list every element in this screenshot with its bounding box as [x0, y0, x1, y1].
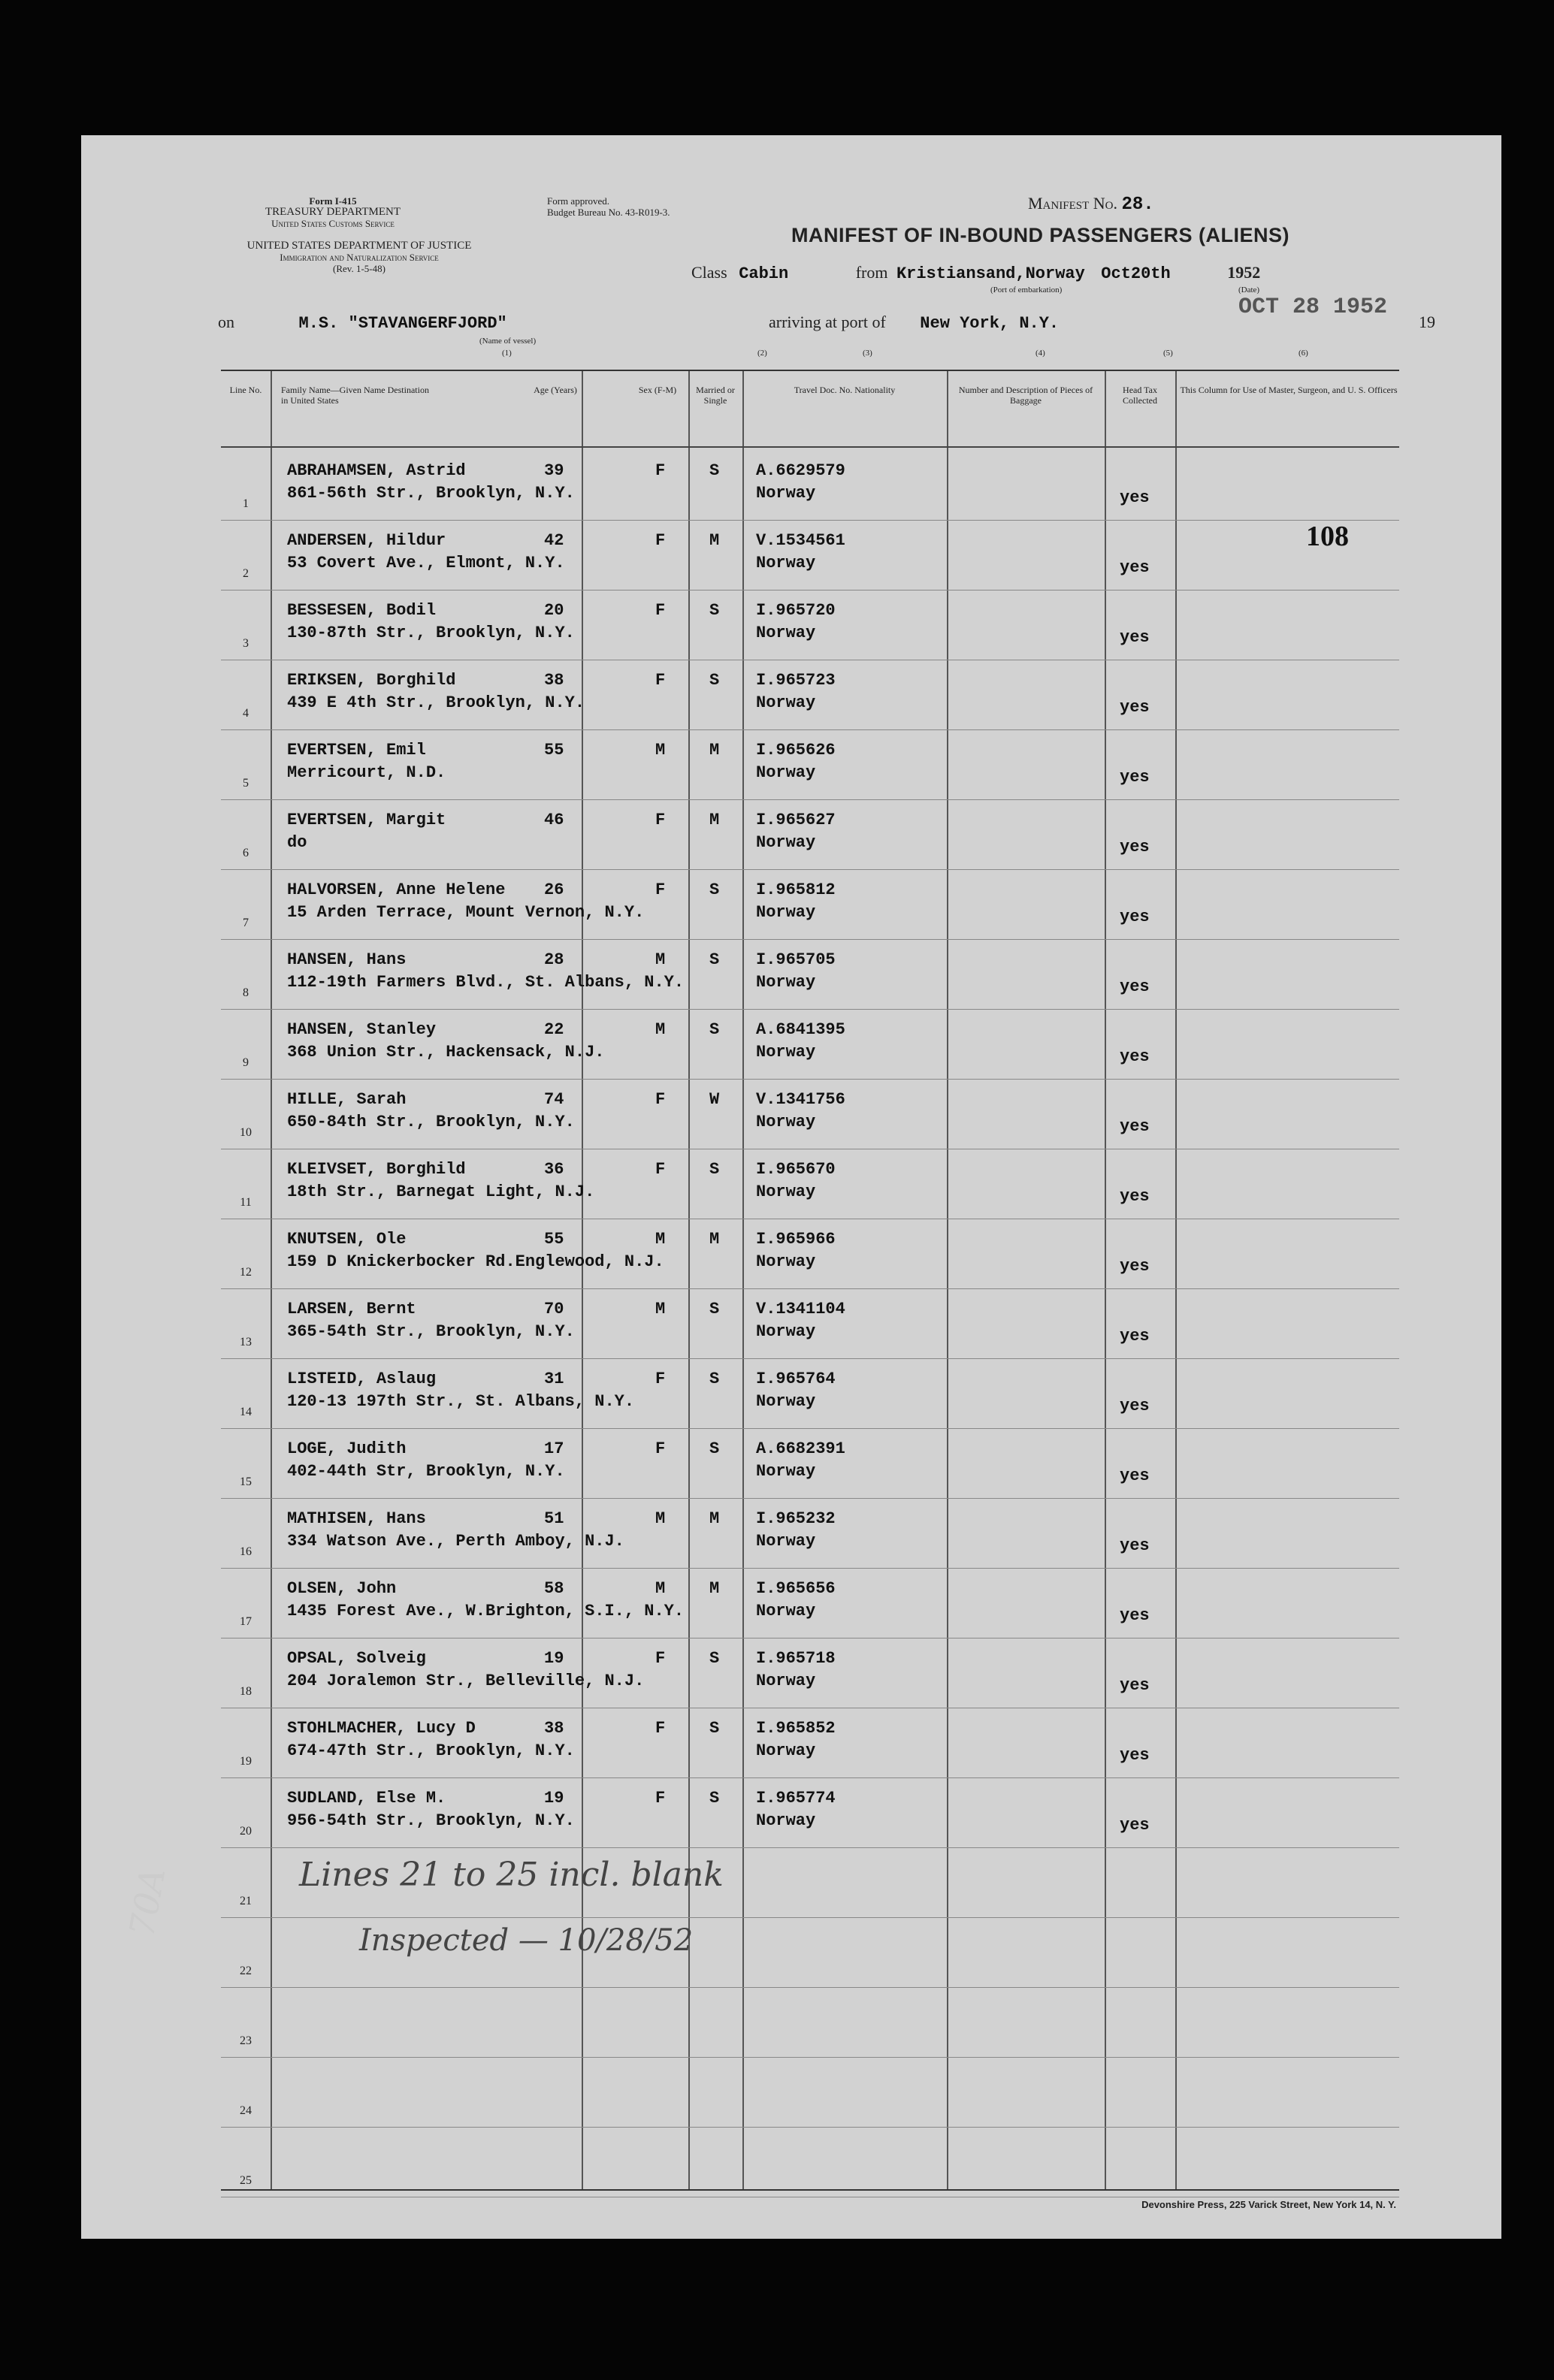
sex-value: F — [655, 461, 666, 480]
class-label: Class — [691, 263, 727, 282]
destination: 53 Covert Ave., Elmont, N.Y. — [287, 554, 565, 572]
travel-doc: I.965627 — [756, 811, 836, 829]
destination: 674-47th Str., Brooklyn, N.Y. — [287, 1741, 575, 1760]
age-value: 42 — [544, 531, 564, 550]
vessel-line — [218, 313, 1145, 333]
handwritten-note-1: Lines 21 to 25 incl. blank — [299, 1856, 724, 1894]
destination: 334 Watson Ave., Perth Amboy, N.J. — [287, 1532, 624, 1551]
destination: do — [287, 833, 307, 852]
head-tax: yes — [1120, 908, 1150, 926]
table-row — [221, 940, 1399, 1010]
marital-value: W — [709, 1090, 720, 1109]
treasury-dept: TREASURY DEPARTMENT — [265, 206, 401, 218]
destination: 112-19th Farmers Blvd., St. Albans, N.Y. — [287, 973, 685, 992]
travel-doc: I.965232 — [756, 1509, 836, 1528]
sex-value: M — [655, 1020, 666, 1039]
vessel-name: M.S. "STAVANGERFJORD" — [298, 314, 507, 333]
head-tax: yes — [1120, 1816, 1150, 1835]
table-row — [221, 730, 1399, 800]
travel-doc: I.965764 — [756, 1370, 836, 1388]
destination: 365-54th Str., Brooklyn, N.Y. — [287, 1322, 575, 1341]
age-value: 31 — [544, 1370, 564, 1388]
destination: 956-54th Str., Brooklyn, N.Y. — [287, 1811, 575, 1830]
marital-value: S — [709, 461, 720, 480]
manifest-number-line — [1028, 194, 1154, 215]
line-number: 12 — [240, 1266, 252, 1279]
col-baggage: Number and Description of Pieces of Baggage — [958, 385, 1093, 406]
col-travel: Travel Doc. No. Nationality — [794, 385, 896, 395]
nationality: Norway — [756, 693, 816, 712]
manifest-page — [81, 135, 1501, 2239]
table-row — [221, 2128, 1399, 2197]
destination: 15 Arden Terrace, Mount Vernon, N.Y. — [287, 903, 645, 922]
col-line: Line No. — [229, 385, 262, 395]
sex-value: F — [655, 880, 666, 899]
age-value: 55 — [544, 741, 564, 760]
destination: 159 D Knickerbocker Rd.Englewood, N.J. — [287, 1252, 664, 1271]
col-marker-2: (2) — [757, 349, 767, 358]
table-row — [221, 521, 1399, 590]
sex-value: M — [655, 1300, 666, 1318]
age-value: 70 — [544, 1300, 564, 1318]
line-number: 19 — [240, 1755, 252, 1768]
age-value: 17 — [544, 1439, 564, 1458]
age-value: 36 — [544, 1160, 564, 1179]
nationality: Norway — [756, 1182, 816, 1201]
line-number: 11 — [240, 1196, 252, 1209]
line-number: 4 — [243, 707, 249, 720]
head-tax: yes — [1120, 1606, 1150, 1625]
line-number: 9 — [243, 1056, 249, 1069]
vessel-label: (Name of vessel) — [479, 337, 537, 346]
passenger-name: MATHISEN, Hans — [287, 1509, 426, 1528]
marital-value: M — [709, 1579, 720, 1598]
table-row — [221, 1569, 1399, 1639]
age-value: 19 — [544, 1789, 564, 1808]
table-row — [221, 1778, 1399, 1848]
head-tax: yes — [1120, 1047, 1150, 1066]
nationality: Norway — [756, 833, 816, 852]
passenger-name: ABRAHAMSEN, Astrid — [287, 461, 466, 480]
travel-doc: I.965705 — [756, 950, 836, 969]
line-number: 25 — [240, 2174, 252, 2187]
sex-value: M — [655, 1509, 666, 1528]
sex-value: F — [655, 1160, 666, 1179]
marital-value: M — [709, 1230, 720, 1249]
passenger-name: KNUTSEN, Ole — [287, 1230, 407, 1249]
marital-value: M — [709, 811, 720, 829]
head-tax: yes — [1120, 1187, 1150, 1206]
sex-value: F — [655, 1370, 666, 1388]
destination: Merricourt, N.D. — [287, 763, 446, 782]
line-number: 22 — [240, 1965, 252, 1977]
line-number: 18 — [240, 1685, 252, 1698]
table-row — [221, 1359, 1399, 1429]
marital-value: M — [709, 531, 720, 550]
passenger-name: BESSESEN, Bodil — [287, 601, 437, 620]
table-row — [221, 590, 1399, 660]
nationality: Norway — [756, 1322, 816, 1341]
marital-value: S — [709, 1300, 720, 1318]
line-number: 23 — [240, 2034, 252, 2047]
line-number: 6 — [243, 847, 249, 859]
head-tax: yes — [1120, 1676, 1150, 1695]
head-tax: yes — [1120, 1327, 1150, 1346]
marital-value: S — [709, 1719, 720, 1738]
nationality: Norway — [756, 1113, 816, 1131]
passenger-name: KLEIVSET, Borghild — [287, 1160, 466, 1179]
passenger-name: LOGE, Judith — [287, 1439, 407, 1458]
arrival-port: New York, N.Y. — [920, 314, 1060, 333]
marital-value: S — [709, 950, 720, 969]
passenger-name: EVERTSEN, Emil — [287, 741, 426, 760]
head-tax: yes — [1120, 628, 1150, 647]
head-tax: yes — [1120, 977, 1150, 996]
age-value: 46 — [544, 811, 564, 829]
line-number: 13 — [240, 1336, 252, 1349]
table-row — [221, 2058, 1399, 2128]
col-marker-1: (1) — [502, 349, 512, 358]
customs-service: United States Customs Service — [271, 218, 395, 229]
age-value: 51 — [544, 1509, 564, 1528]
passenger-name: LISTEID, Aslaug — [287, 1370, 437, 1388]
age-value: 38 — [544, 1719, 564, 1738]
marital-value: S — [709, 1020, 720, 1039]
age-value: 20 — [544, 601, 564, 620]
head-tax: yes — [1120, 1257, 1150, 1276]
destination: 204 Joralemon Str., Belleville, N.J. — [287, 1672, 645, 1690]
travel-doc: I.965626 — [756, 741, 836, 760]
manifest-label: Manifest No. — [1028, 194, 1117, 213]
col-marker-3: (3) — [863, 349, 872, 358]
destination: 402-44th Str, Brooklyn, N.Y. — [287, 1462, 565, 1481]
passenger-name: LARSEN, Bernt — [287, 1300, 416, 1318]
age-value: 39 — [544, 461, 564, 480]
revision: (Rev. 1-5-48) — [333, 263, 385, 274]
table-row — [221, 660, 1399, 730]
line-number: 15 — [240, 1475, 252, 1488]
table-row — [221, 1639, 1399, 1708]
nationality: Norway — [756, 1672, 816, 1690]
line-number: 8 — [243, 986, 249, 999]
arrival-date-stamp: OCT 28 1952 — [1238, 294, 1388, 320]
sex-value: M — [655, 1579, 666, 1598]
printer-footer: Devonshire Press, 225 Varick Street, New York 14, N. Y. — [1141, 2199, 1396, 2210]
line-number: 20 — [240, 1825, 252, 1838]
passenger-name: OPSAL, Solveig — [287, 1649, 426, 1668]
nationality: Norway — [756, 624, 816, 642]
line-number: 3 — [243, 637, 249, 650]
marital-value: S — [709, 1160, 720, 1179]
marital-value: M — [709, 741, 720, 760]
travel-doc: I.965723 — [756, 671, 836, 690]
marital-value: S — [709, 1439, 720, 1458]
line-number: 16 — [240, 1545, 252, 1558]
year-suffix: 19 — [1419, 313, 1435, 331]
table-row — [221, 1010, 1399, 1080]
class-line — [691, 263, 1480, 283]
year-value: 1952 — [1227, 263, 1261, 282]
marital-value: S — [709, 1370, 720, 1388]
head-tax: yes — [1120, 558, 1150, 577]
col-married: Married or Single — [696, 385, 735, 406]
destination: 650-84th Str., Brooklyn, N.Y. — [287, 1113, 575, 1131]
ins-service: Immigration and Naturalization Service — [280, 252, 439, 263]
passenger-name: HALVORSEN, Anne Helene — [287, 880, 506, 899]
col-age: Age (Years) — [534, 385, 577, 395]
nationality: Norway — [756, 554, 816, 572]
travel-doc: I.965966 — [756, 1230, 836, 1249]
line-number: 24 — [240, 2104, 252, 2117]
sex-value: M — [655, 1230, 666, 1249]
marital-value: M — [709, 1509, 720, 1528]
passenger-name: SUDLAND, Else M. — [287, 1789, 446, 1808]
age-value: 19 — [544, 1649, 564, 1668]
sex-value: F — [655, 1649, 666, 1668]
travel-doc: V.1534561 — [756, 531, 845, 550]
col-name: Family Name—Given Name Destination in United States — [281, 385, 429, 406]
table-row — [221, 1499, 1399, 1569]
margin-note: 70A — [121, 1865, 174, 1940]
page-title: MANIFEST OF IN-BOUND PASSENGERS (ALIENS) — [791, 224, 1290, 246]
nationality: Norway — [756, 1043, 816, 1062]
col-marker-6: (6) — [1299, 349, 1308, 358]
head-tax: yes — [1120, 768, 1150, 787]
travel-doc: I.965656 — [756, 1579, 836, 1598]
age-value: 74 — [544, 1090, 564, 1109]
col-sex: Sex (F-M) — [638, 385, 677, 395]
table-row — [221, 1080, 1399, 1149]
table-row — [221, 1429, 1399, 1499]
travel-doc: I.965774 — [756, 1789, 836, 1808]
line-number: 10 — [240, 1126, 252, 1139]
nationality: Norway — [756, 1462, 816, 1481]
count-annotation: 108 — [1306, 521, 1349, 552]
passenger-name: ERIKSEN, Borghild — [287, 671, 456, 690]
sex-value: F — [655, 671, 666, 690]
table-row — [221, 1708, 1399, 1778]
form-approved — [547, 195, 670, 218]
passenger-name: HILLE, Sarah — [287, 1090, 407, 1109]
age-value: 55 — [544, 1230, 564, 1249]
head-tax: yes — [1120, 1536, 1150, 1555]
nationality: Norway — [756, 903, 816, 922]
passenger-name: EVERTSEN, Margit — [287, 811, 446, 829]
nationality: Norway — [756, 1392, 816, 1411]
head-tax: yes — [1120, 698, 1150, 717]
travel-doc: A.6841395 — [756, 1020, 845, 1039]
nationality: Norway — [756, 763, 816, 782]
line-number: 17 — [240, 1615, 252, 1628]
head-tax: yes — [1120, 1746, 1150, 1765]
head-tax: yes — [1120, 1397, 1150, 1415]
sex-value: F — [655, 1719, 666, 1738]
head-tax: yes — [1120, 488, 1150, 507]
line-number: 2 — [243, 567, 249, 580]
destination: 18th Str., Barnegat Light, N.J. — [287, 1182, 595, 1201]
from-value: Kristiansand,Norway — [896, 264, 1085, 283]
line-number: 7 — [243, 917, 249, 929]
manifest-number: 28. — [1121, 195, 1154, 215]
date-value: Oct20th — [1101, 264, 1171, 283]
line-number: 5 — [243, 777, 249, 790]
sex-value: M — [655, 950, 666, 969]
line-number: 1 — [243, 497, 249, 510]
travel-doc: V.1341104 — [756, 1300, 845, 1318]
form-header-left — [209, 195, 457, 229]
arriving-label: arriving at port of — [769, 313, 886, 331]
travel-doc: V.1341756 — [756, 1090, 845, 1109]
approved-text: Form approved. — [547, 195, 610, 207]
handwritten-note-2: Inspected — 10/28/52 — [359, 1923, 694, 1958]
table-row — [221, 800, 1399, 870]
sex-value: F — [655, 811, 666, 829]
col-marker-5: (5) — [1163, 349, 1173, 358]
age-value: 58 — [544, 1579, 564, 1598]
travel-doc: A.6682391 — [756, 1439, 845, 1458]
destination: 120-13 197th Str., St. Albans, N.Y. — [287, 1392, 635, 1411]
nationality: Norway — [756, 1811, 816, 1830]
line-number: 21 — [240, 1895, 252, 1907]
date-label: (Date) — [1238, 285, 1260, 294]
head-tax: yes — [1120, 838, 1150, 856]
travel-doc: I.965812 — [756, 880, 836, 899]
marital-value: S — [709, 1789, 720, 1808]
from-label: from — [855, 263, 888, 282]
sex-value: F — [655, 531, 666, 550]
age-value: 22 — [544, 1020, 564, 1039]
table-row — [221, 870, 1399, 940]
table-row — [221, 1988, 1399, 2058]
nationality: Norway — [756, 1532, 816, 1551]
destination: 1435 Forest Ave., W.Brighton, S.I., N.Y. — [287, 1602, 685, 1620]
destination: 861-56th Str., Brooklyn, N.Y. — [287, 484, 575, 503]
destination: 130-87th Str., Brooklyn, N.Y. — [287, 624, 575, 642]
travel-doc: I.965718 — [756, 1649, 836, 1668]
passenger-name: STOHLMACHER, Lucy D — [287, 1719, 476, 1738]
on-label: on — [218, 313, 234, 331]
form-number: Form I-415 — [309, 195, 357, 207]
head-tax: yes — [1120, 1466, 1150, 1485]
nationality: Norway — [756, 484, 816, 503]
marital-value: S — [709, 671, 720, 690]
sex-value: F — [655, 1090, 666, 1109]
line-number: 14 — [240, 1406, 252, 1418]
marital-value: S — [709, 880, 720, 899]
passenger-name: ANDERSEN, Hildur — [287, 531, 446, 550]
table-row — [221, 1149, 1399, 1219]
passenger-name: HANSEN, Stanley — [287, 1020, 437, 1039]
marital-value: S — [709, 1649, 720, 1668]
table-row — [221, 1289, 1399, 1359]
col-tax: Head Tax Collected — [1123, 385, 1157, 406]
port-embark-label: (Port of embarkation) — [990, 285, 1063, 294]
nationality: Norway — [756, 1741, 816, 1760]
age-value: 38 — [544, 671, 564, 690]
class-value: Cabin — [739, 264, 789, 283]
table-row — [221, 451, 1399, 521]
marital-value: S — [709, 601, 720, 620]
col-marker-4: (4) — [1035, 349, 1045, 358]
travel-doc: I.965852 — [756, 1719, 836, 1738]
travel-doc: I.965670 — [756, 1160, 836, 1179]
budget-text: Budget Bureau No. 43-R019-3. — [547, 207, 670, 218]
sex-value: F — [655, 601, 666, 620]
age-value: 26 — [544, 880, 564, 899]
travel-doc: A.6629579 — [756, 461, 845, 480]
justice-dept: UNITED STATES DEPARTMENT OF JUSTICE — [246, 240, 472, 252]
passenger-name: HANSEN, Hans — [287, 950, 407, 969]
head-tax: yes — [1120, 1117, 1150, 1136]
table-row — [221, 1219, 1399, 1289]
passenger-table — [221, 370, 1399, 2191]
sex-value: F — [655, 1789, 666, 1808]
sex-value: M — [655, 741, 666, 760]
form-header-justice — [209, 240, 509, 274]
destination: 368 Union Str., Hackensack, N.J. — [287, 1043, 605, 1062]
nationality: Norway — [756, 1252, 816, 1271]
nationality: Norway — [756, 1602, 816, 1620]
sex-value: F — [655, 1439, 666, 1458]
travel-doc: I.965720 — [756, 601, 836, 620]
destination: 439 E 4th Str., Brooklyn, N.Y. — [287, 693, 585, 712]
passenger-name: OLSEN, John — [287, 1579, 397, 1598]
col-officers: This Column for Use of Master, Surgeon, and U. S. Officers — [1180, 385, 1398, 395]
nationality: Norway — [756, 973, 816, 992]
age-value: 28 — [544, 950, 564, 969]
